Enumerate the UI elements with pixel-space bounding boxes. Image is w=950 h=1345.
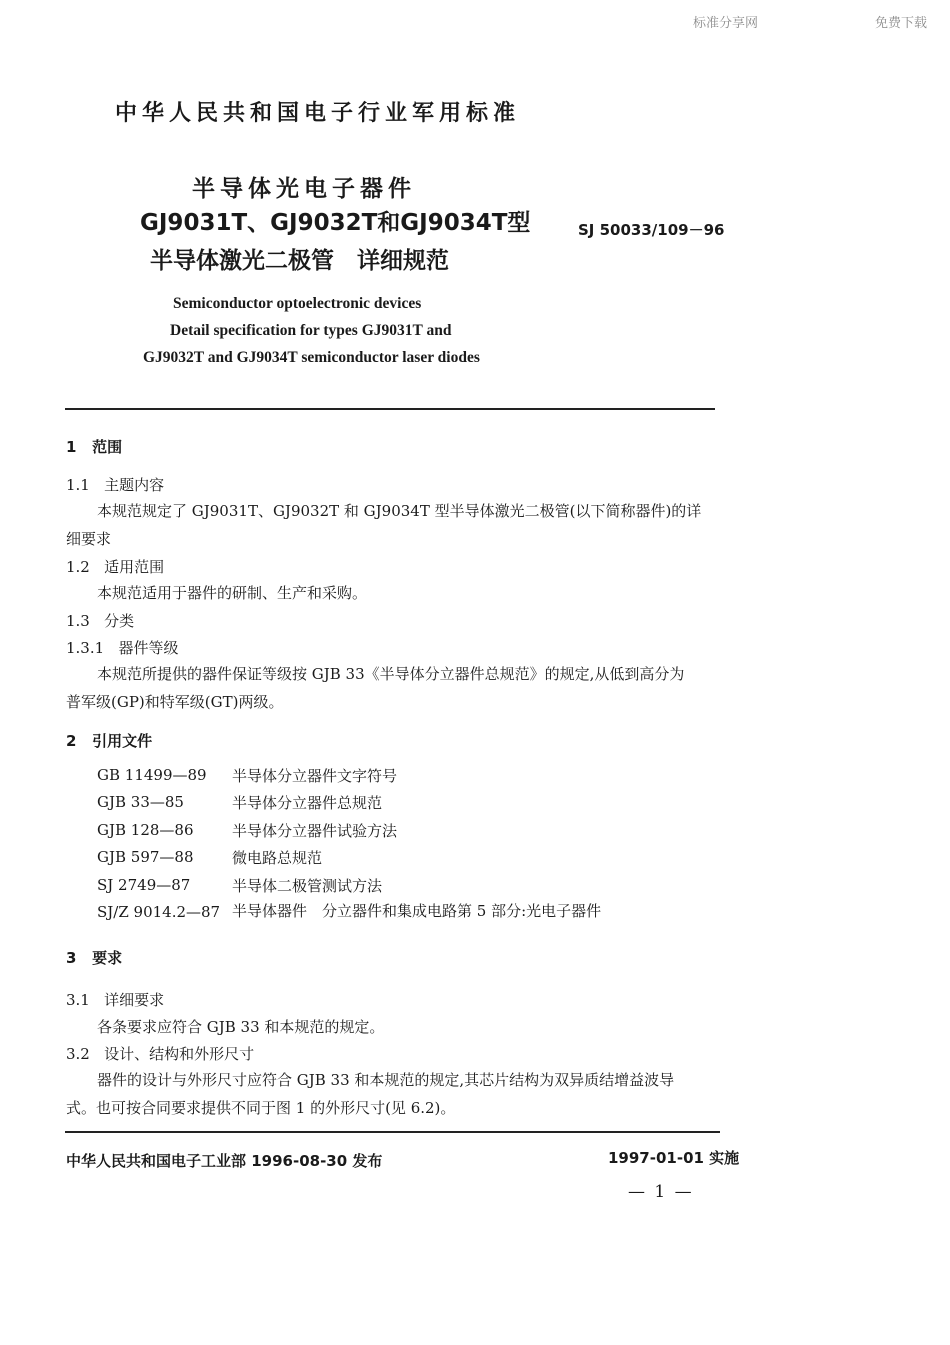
watermark-left: 标准分享网 [693, 16, 759, 31]
reference-title: 微电路总规范 [232, 849, 323, 867]
english-title-line-1: Semiconductor optoelectronic devices [173, 295, 422, 312]
english-title-line-2: Detail specification for types GJ9031T and [170, 322, 452, 339]
reference-title: 半导体分立器件总规范 [232, 794, 383, 812]
section-3-2-heading: 3.2 设计、结构和外形尺寸 [66, 1045, 255, 1063]
section-3-1-para: 各条要求应符合 GJB 33 和本规范的规定。 [97, 1018, 385, 1036]
effective-date: 1997-01-01 实施 [608, 1149, 740, 1167]
section-1-2-para: 本规范适用于器件的研制、生产和采购。 [97, 584, 368, 602]
reference-title: 半导体器件 分立器件和集成电路第 5 部分:光电子器件 [232, 902, 602, 920]
reference-code: GJB 128—86 [97, 821, 194, 839]
standard-code: SJ 50033/109－96 [578, 221, 725, 239]
section-1-3-1-heading: 1.3.1 器件等级 [66, 639, 179, 657]
reference-title: 半导体分立器件文字符号 [232, 767, 398, 785]
watermark-right: 免费下载 [875, 16, 928, 31]
section-1-heading: 1 范围 [66, 438, 123, 456]
reference-code: GJB 597—88 [97, 848, 194, 866]
section-1-1-heading: 1.1 主题内容 [66, 476, 165, 494]
title-line-1: 半导体光电子器件 [192, 176, 416, 202]
reference-code: GJB 33—85 [97, 793, 184, 811]
reference-code: SJ 2749—87 [97, 876, 191, 894]
ministry-title: 中华人民共和国电子行业军用标准 [115, 101, 521, 126]
header-divider [65, 408, 715, 410]
section-3-2-para-line-1: 器件的设计与外形尺寸应符合 GJB 33 和本规范的规定,其芯片结构为双异质结增益波导 [97, 1071, 675, 1089]
page-number: — 1 — [628, 1182, 694, 1202]
section-3-heading: 3 要求 [66, 949, 123, 967]
reference-code: SJ/Z 9014.2—87 [97, 903, 221, 921]
reference-code: GB 11499—89 [97, 766, 207, 784]
reference-title: 半导体分立器件试验方法 [232, 822, 398, 840]
section-1-3-1-para-line-2: 普军级(GP)和特军级(GT)两级。 [66, 693, 284, 711]
section-3-1-heading: 3.1 详细要求 [66, 991, 165, 1009]
title-line-3: 半导体激光二极管 详细规范 [150, 248, 449, 274]
english-title-line-3: GJ9032T and GJ9034T semiconductor laser diodes [143, 349, 480, 366]
title-line-2: GJ9031T、GJ9032T和GJ9034T型 [140, 210, 531, 236]
section-1-1-para-line-2: 细要求 [66, 530, 112, 548]
section-1-2-heading: 1.2 适用范围 [66, 558, 165, 576]
footer-divider [65, 1131, 720, 1133]
section-2-heading: 2 引用文件 [66, 732, 153, 750]
section-1-3-heading: 1.3 分类 [66, 612, 135, 630]
issue-statement: 中华人民共和国电子工业部 1996-08-30 发布 [66, 1152, 383, 1170]
section-3-2-para-line-2: 式。也可按合同要求提供不同于图 1 的外形尺寸(见 6.2)。 [66, 1099, 456, 1117]
section-1-1-para-line-1: 本规范规定了 GJ9031T、GJ9032T 和 GJ9034T 型半导体激光二极管(以下简称器件)的详 [97, 502, 702, 520]
section-1-3-1-para-line-1: 本规范所提供的器件保证等级按 GJB 33《半导体分立器件总规范》的规定,从低到高分为 [97, 665, 685, 683]
reference-title: 半导体二极管测试方法 [232, 877, 383, 895]
